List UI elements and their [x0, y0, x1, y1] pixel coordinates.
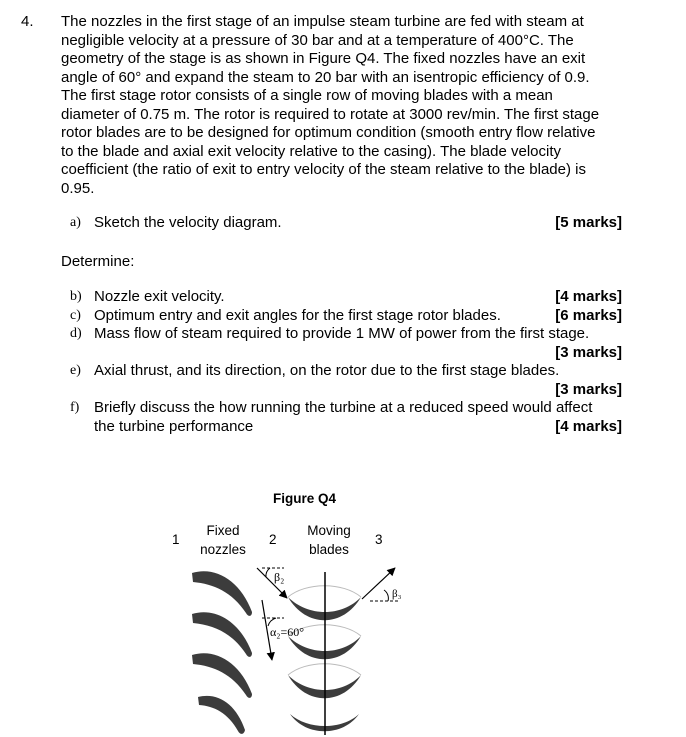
- part-text: Sketch the velocity diagram.: [94, 214, 282, 231]
- station-3-label: 3: [375, 532, 383, 547]
- alpha2-label: α₂=60°: [270, 625, 305, 639]
- part-text: Nozzle exit velocity.: [94, 288, 225, 305]
- nozzle-blade: [192, 653, 252, 698]
- part-text: Axial thrust, and its direction, on the rotor due to the first stage blades.: [94, 362, 560, 379]
- question-line: negligible velocity at a pressure of 30 bar and at a temperature of 400°C. The: [61, 31, 574, 49]
- station-1-label: 1: [172, 532, 180, 547]
- beta3-angle-arc: [384, 590, 388, 601]
- nozzle-blade: [198, 696, 245, 734]
- beta3-label: β₃: [392, 588, 402, 600]
- question-line: angle of 60° and expand the steam to 20 bar with an isentropic efficiency of 0.9.: [61, 68, 590, 86]
- moving-label-line: blades: [309, 542, 349, 557]
- part-marks: [3 marks]: [555, 380, 622, 398]
- part-marks: [3 marks]: [555, 343, 622, 361]
- part-text: Mass flow of steam required to provide 1 MW of power from the first stage.: [94, 325, 590, 342]
- question-line: The first stage rotor consists of a single row of moving blades with a mean: [61, 87, 553, 104]
- question-line: 0.95.: [61, 179, 95, 197]
- question-line: rotor blades are to be designed for optimum condition (smooth entry flow relative: [61, 124, 596, 141]
- question-line: geometry of the stage is as shown in Figure Q4. The fixed nozzles have an exit: [61, 50, 586, 67]
- moving-label-line: Moving: [307, 523, 351, 538]
- nozzle-blade: [192, 612, 252, 657]
- part-label: e): [70, 363, 81, 378]
- part-text: the turbine performance: [94, 417, 254, 435]
- part-label: c): [70, 307, 81, 323]
- question-number: 4.: [21, 13, 34, 30]
- beta2-angle-arc: [266, 568, 270, 577]
- nozzle-blade: [192, 571, 252, 616]
- question-line: The nozzles in the first stage of an impulse steam turbine are fed with steam at: [61, 13, 584, 30]
- part-label: a): [70, 215, 81, 230]
- beta2-label: β₂: [274, 570, 285, 584]
- fixed-label-line: Fixed: [206, 523, 240, 538]
- question-line: coefficient (the ratio of exit to entry velocity of the steam relative to the blade) is: [61, 161, 586, 178]
- part-text: Optimum entry and exit angles for the first stage rotor blades.: [94, 306, 501, 324]
- part-marks: [4 marks]: [555, 288, 622, 305]
- figure-title: Figure Q4: [273, 491, 337, 506]
- part-label: d): [70, 326, 82, 341]
- part-marks: [5 marks]: [555, 214, 622, 231]
- question-line: to the blade and axial exit velocity relative to the casing). The blade velocity: [61, 142, 562, 160]
- determine-heading: Determine:: [61, 253, 135, 270]
- part-label: f): [70, 400, 80, 415]
- question-line: diameter of 0.75 m. The rotor is required to rotate at 3000 rev/min. The first stage: [61, 105, 600, 123]
- part-text: Briefly discuss the how running the turbine at a reduced speed would affect: [94, 399, 593, 416]
- part-marks: [4 marks]: [555, 417, 622, 435]
- relative-exit-arrow: [362, 568, 395, 599]
- station-2-label: 2: [269, 532, 277, 547]
- fixed-label-line: nozzles: [200, 542, 246, 557]
- part-label: b): [70, 289, 82, 304]
- part-marks: [6 marks]: [555, 306, 622, 324]
